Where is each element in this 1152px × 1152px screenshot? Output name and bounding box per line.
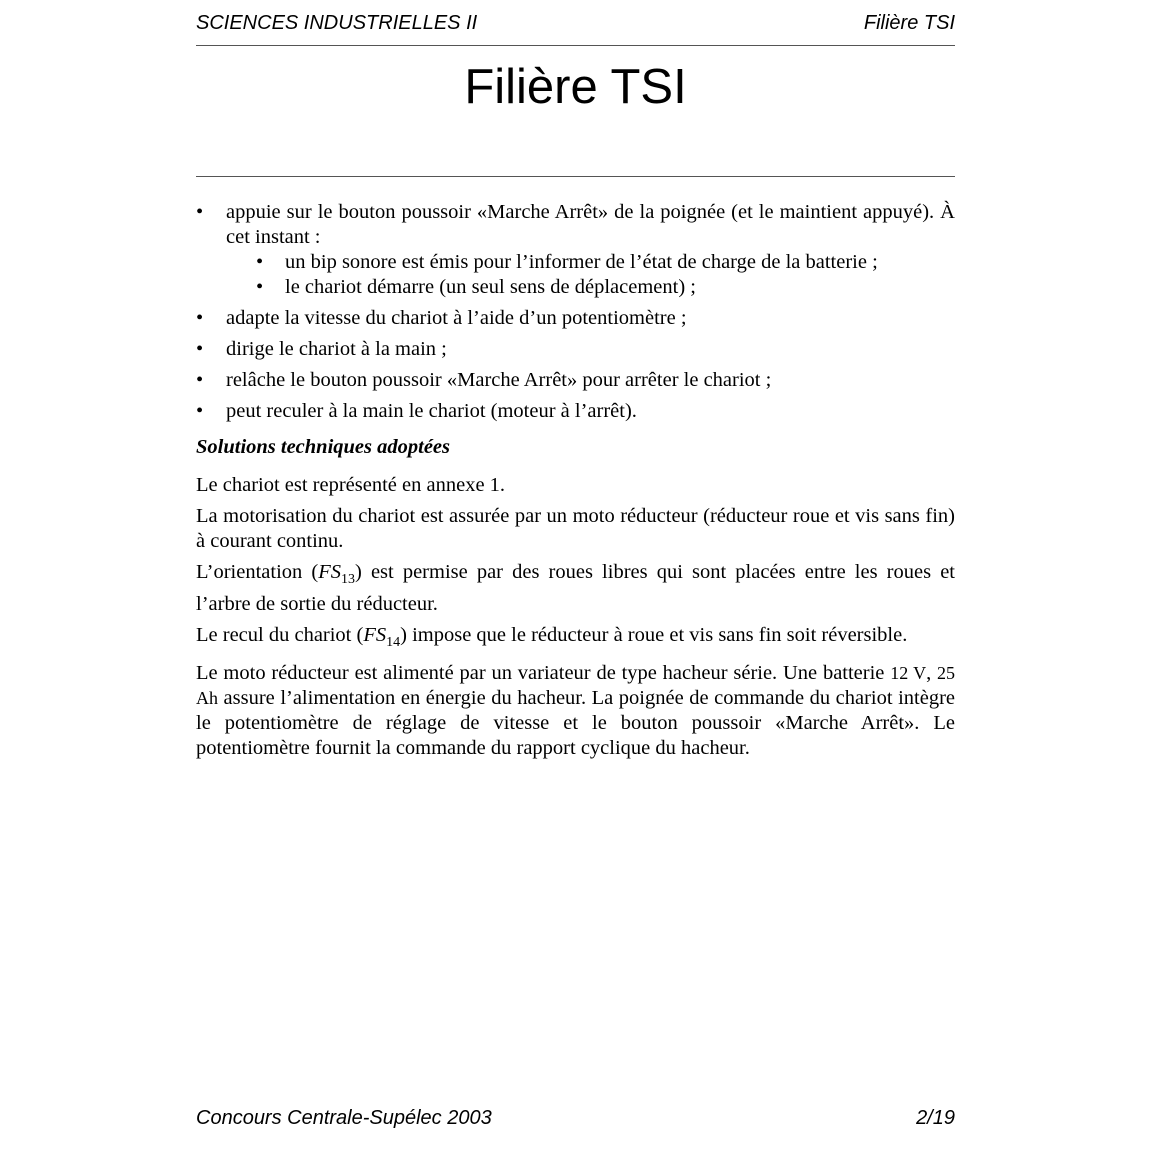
list-item: • peut reculer à la main le chariot (moteur à l’arrêt). [196,399,955,424]
page-header [196,11,955,35]
list-item [196,200,955,300]
paragraph-motorisation: La motorisation du chariot est assurée par un moto réducteur (réducteur roue et vis sans fin) à courant continu. [196,505,955,552]
function-label: FS [318,561,341,583]
title-divider [196,176,955,177]
paragraph-alimentation: Le moto réducteur est alimenté par un variateur de type hacheur série. Une batterie 12 V, 25 Ah assure l’alimentation en énergie du hacheur. La poignée de commande du chariot intègre le potentiomètre de réglage de vitesse et le bouton poussoir «Marche Arrêt». Le potentiomètre fournit la commande du rapport cyclique du hacheur. [196,662,956,759]
sub-list [226,250,955,300]
section-heading: Solutions techniques adoptées [196,436,451,458]
header-divider [196,45,955,46]
sub-list-item: • un bip sonore est émis pour l’informer de l’état de charge de la batterie ; [226,250,955,275]
list-item: • adapte la vitesse du chariot à l’aide d’un potentiomètre ; [196,306,955,331]
page-title: Filière TSI [464,60,687,114]
sub-list-item: • le chariot démarre (un seul sens de déplacement) ; [226,275,955,300]
page-footer [196,1106,955,1130]
function-label: FS [363,624,387,646]
list-item: • relâche le bouton poussoir «Marche Arrêt» pour arrêter le chariot ; [196,368,955,393]
battery-capacity: 25 Ah [196,663,956,708]
list-item: • dirige le chariot à la main ; [196,337,955,362]
list-item-text: appuie sur le bouton poussoir «Marche Arrêt» de la poignée (et le maintient appuyé). À cet instant : [226,201,955,248]
header-track: Filière TSI [863,12,955,34]
action-list [196,200,955,424]
header-subject: SCIENCES INDUSTRIELLES II [196,12,478,34]
battery-voltage: 12 V [890,663,927,683]
function-index: 14 [386,635,401,650]
paragraph-orientation: L’orientation $(FS_{13})$ est permise par des roues libres qui sont placées entre les roues et l’arbre de sortie du réducteur. [196,561,955,615]
function-index: 13 [341,572,355,587]
footer-contest: Concours Centrale-Supélec 2003 [196,1107,492,1129]
document-body [196,200,955,767]
paragraph-annex: Le chariot est représenté en annexe 1. [196,474,506,496]
page-number: 2/19 [916,1107,955,1129]
paragraph-recul: Le recul du chariot $(FS_{14})$ impose que le réducteur à roue et vis sans fin soit réversible. [196,624,908,650]
document-page [196,0,955,1152]
